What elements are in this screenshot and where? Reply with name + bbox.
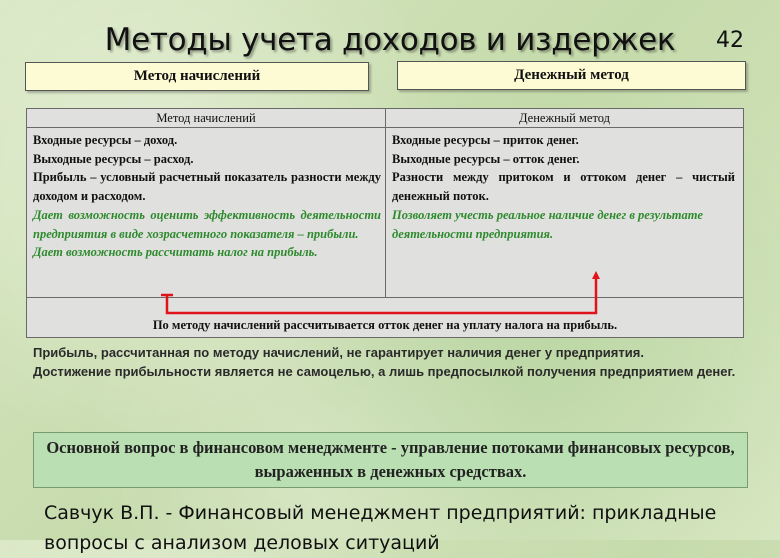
cash-line: Входные ресурсы – приток денег.	[392, 133, 579, 147]
slide-title: Методы учета доходов и издержек	[104, 22, 676, 58]
accrual-benefit: Дает возможность оценить эффективность деятельности предприятия в виде хозрасчетного показателя – прибыли.	[33, 208, 381, 241]
cash-line: Выходные ресурсы – отток денег.	[392, 151, 580, 166]
explanation-paragraph: Достижение прибыльности является не самоцелью, а лишь предпосылкой получения предприятием денег.	[33, 363, 736, 379]
accrual-line: Выходные ресурсы – расход.	[33, 151, 194, 166]
accrual-method-label: Метод начислений	[25, 62, 369, 91]
page-number: 42	[716, 28, 744, 53]
explanation-text	[33, 344, 743, 381]
accrual-line: Входные ресурсы – доход.	[33, 133, 178, 147]
cash-benefit: Позволяет учесть реальное наличие денег в результате деятельности предприятия.	[392, 208, 703, 241]
tax-flow-arrow	[27, 109, 743, 337]
explanation-paragraph: Прибыль, рассчитанная по методу начислений, не гарантирует наличия денег у предприятия.	[33, 345, 644, 360]
key-point-text: Основной вопрос в финансовом менеджменте - управление потоками финансовых ресурсов, выраженных в денежных средствах.	[46, 438, 735, 481]
key-point-box	[33, 432, 748, 488]
source-citation: Савчук В.П. - Финансовый менеджмент предприятий: прикладные вопросы с анализом деловых ситуаций	[44, 502, 717, 554]
table-footer-note: По методу начислений рассчитывается отток денег на уплату налога на прибыль.	[152, 318, 618, 332]
cash-line: Разности между притоком и оттоком денег – чистый денежный поток.	[392, 170, 735, 203]
accrual-benefit: Дает возможность рассчитать налог на прибыль.	[33, 245, 318, 260]
table-header-cash: Денежный метод	[386, 109, 743, 128]
comparison-table	[26, 108, 744, 338]
table-header-accrual: Метод начислений	[27, 109, 386, 128]
cash-method-label: Денежный метод	[397, 61, 746, 90]
accrual-line: Прибыль – условный расчетный показатель разности между доходом и расходом.	[33, 170, 381, 203]
